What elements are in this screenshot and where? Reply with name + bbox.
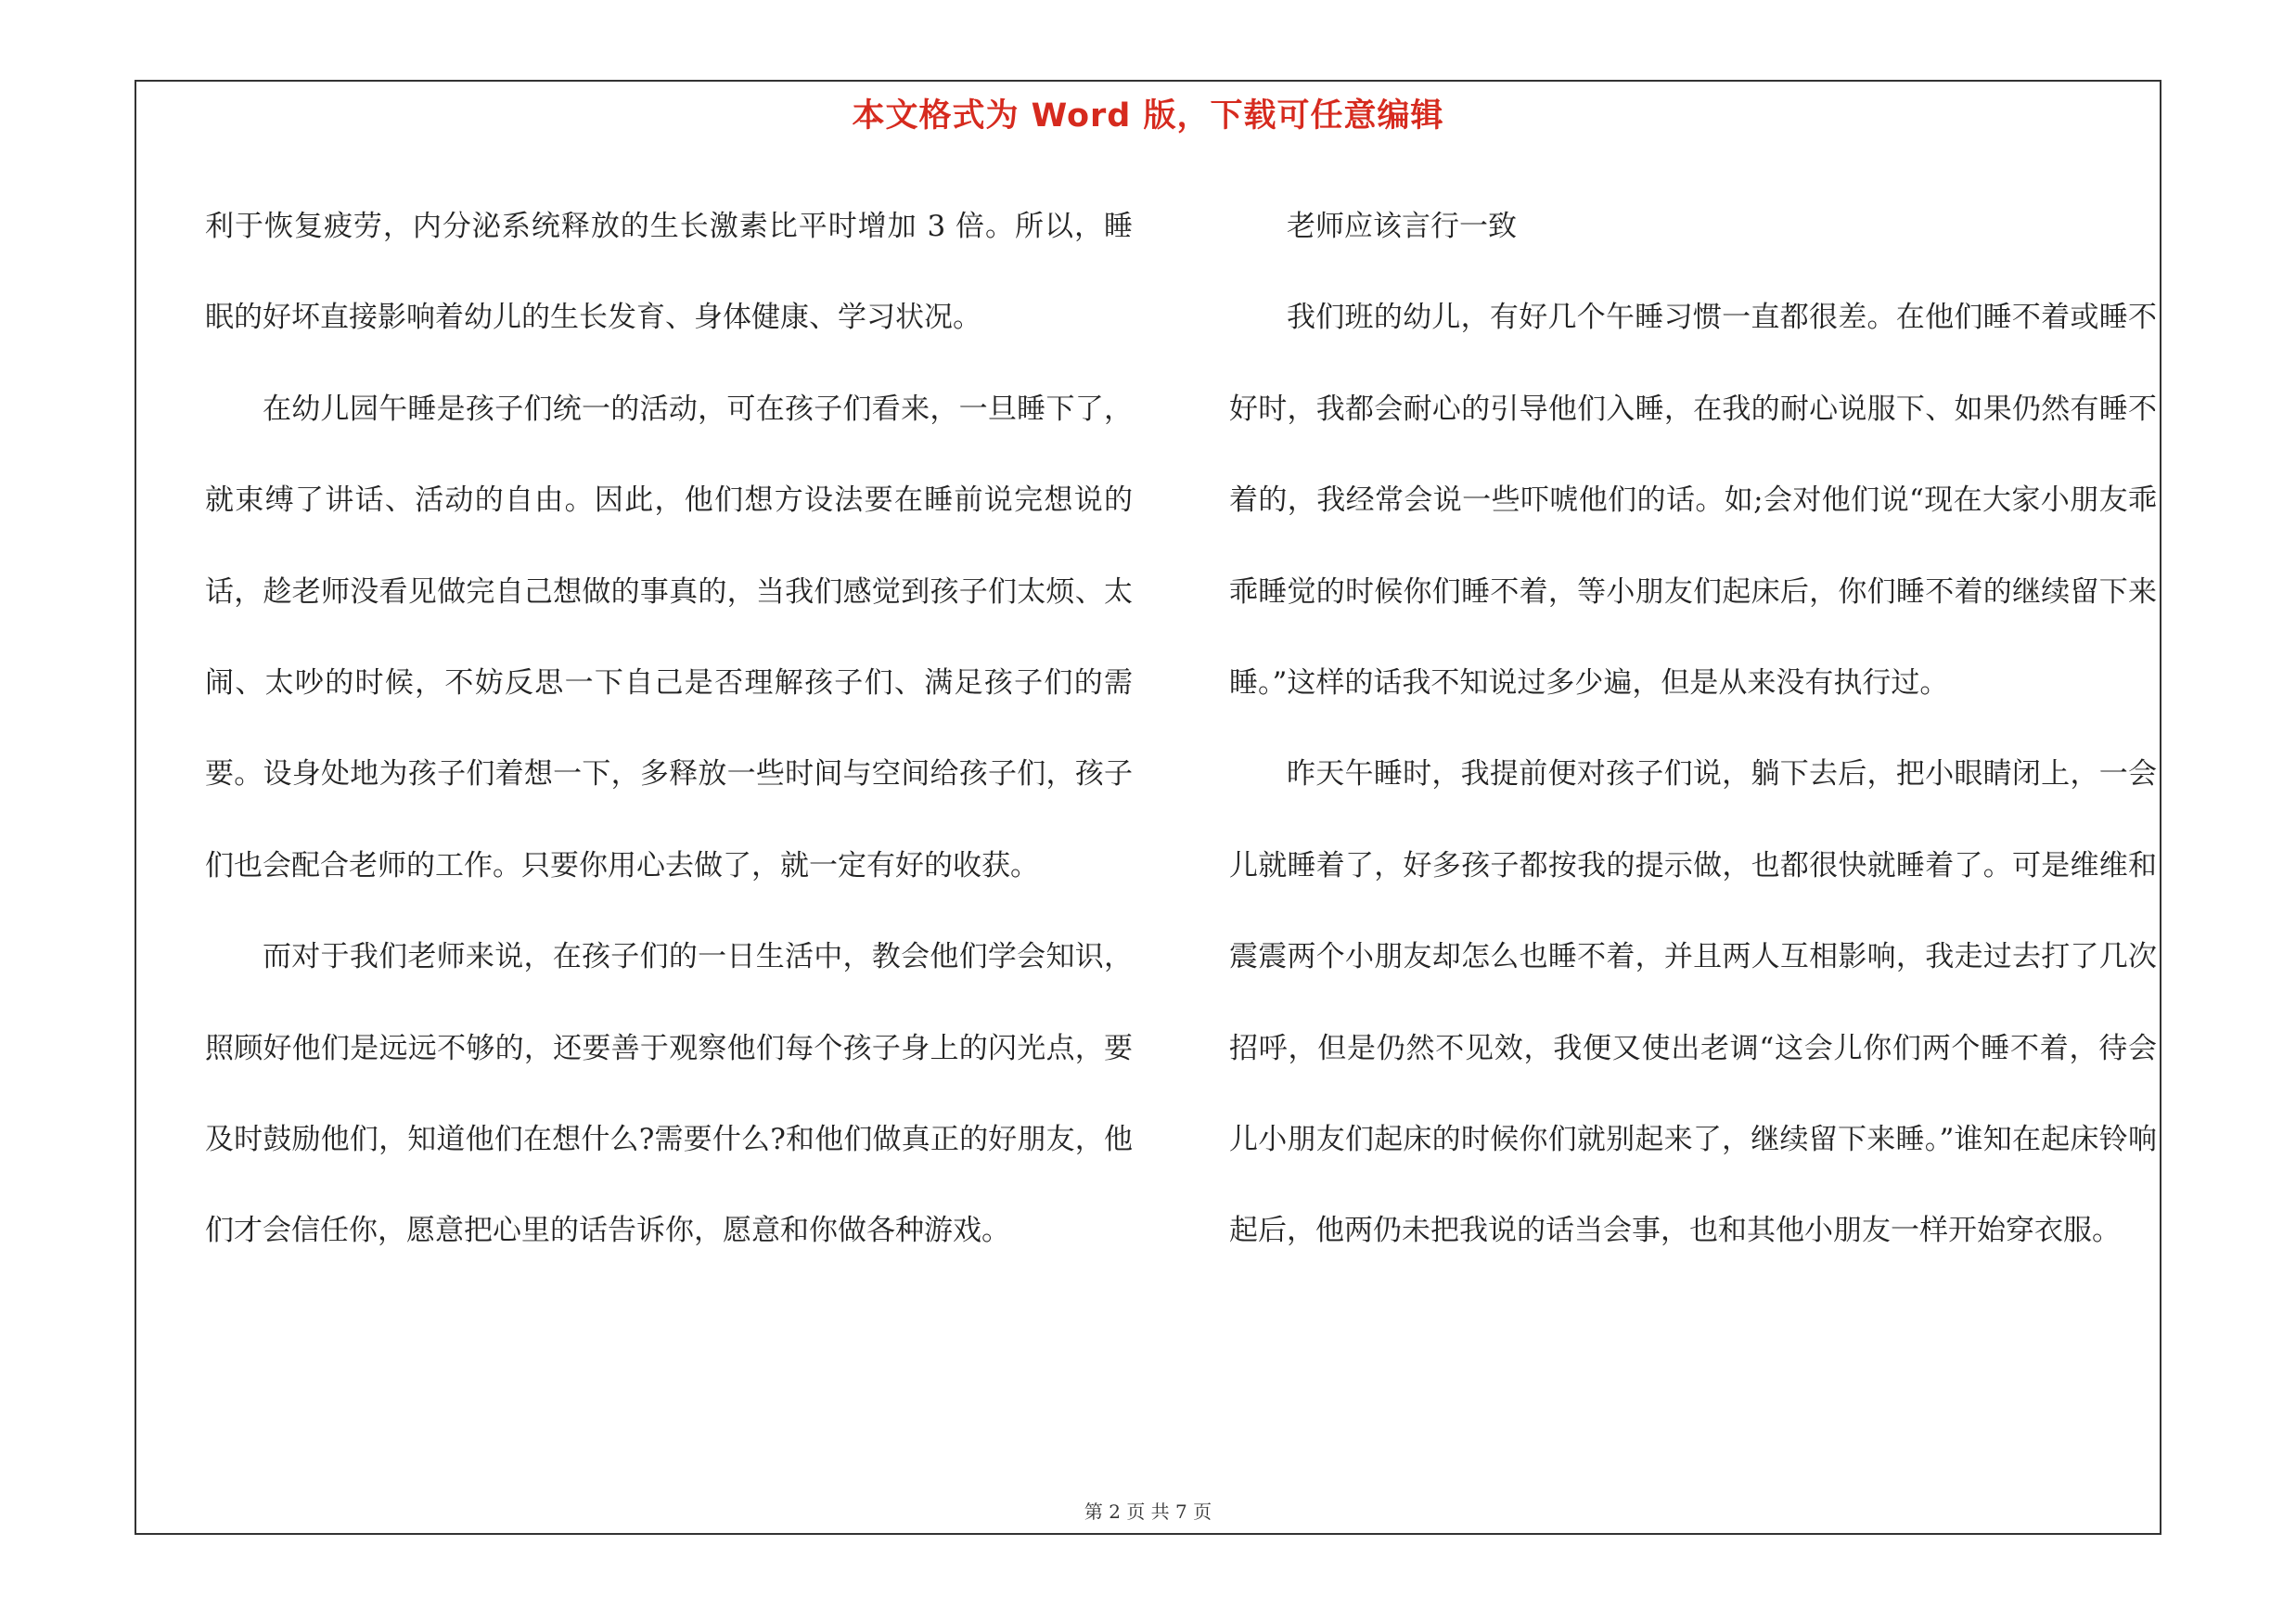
page-number: 第 2 页 共 7 页 xyxy=(1084,1501,1212,1523)
paragraph: 在幼儿园午睡是孩子们统一的活动，可在孩子们看来，一旦睡下了，就束缚了讲话、活动的自由。因此，他们想方设法要在睡前说完想说的话，趁老师没看见做完自己想做的事真的，当我们感觉到孩子们太烦、太闹、太吵的时候，不妨反思一下自己是否理解孩子们、满足孩子们的需要。设身处地为孩子们着想一下，多释放一些时间与空间给孩子们，孩子们也会配合老师的工作。只要你用心去做了，就一定有好的收获。 xyxy=(205,392,1133,882)
paragraph: 昨天午睡时，我提前便对孩子们说，躺下去后，把小眼睛闭上，一会儿就睡着了，好多孩子都按我的提示做，也都很快就睡着了。可是维维和震震两个小朋友却怎么也睡不着，并且两人互相影响，我走过去打了几次招呼，但是仍然不见效，我便又使出老调“这会儿你们两个睡不着，待会儿小朋友们起床的时候你们就别起来了，继续留下来睡。”谁知在起床铃响起后，他两仍未把我说的话当会事，也和其他小朋友一样开始穿衣服。 xyxy=(1229,757,2157,1248)
section-heading: 老师应该言行一致 xyxy=(1287,210,1517,243)
right-column xyxy=(1229,181,2157,1277)
format-banner: 本文格式为 Word 版，下载可任意编辑 xyxy=(852,97,1444,135)
paragraph: 而对于我们老师来说，在孩子们的一日生活中，教会他们学会知识，照顾好他们是远远不够的，还要善于观察他们每个孩子身上的闪光点，要及时鼓励他们，知道他们在想什么?需要什么?和他们做真正的好朋友，他们才会信任你，愿意把心里的话告诉你，愿意和你做各种游戏。 xyxy=(205,940,1133,1248)
paragraph-continuation: 利于恢复疲劳，内分泌系统释放的生长激素比平时增加 3 倍。所以，睡眠的好坏直接影响着幼儿的生长发育、身体健康、学习状况。 xyxy=(205,210,1133,335)
left-column xyxy=(205,181,1133,1277)
paragraph: 我们班的幼儿，有好几个午睡习惯一直都很差。在他们睡不着或睡不好时，我都会耐心的引导他们入睡，在我的耐心说服下、如果仍然有睡不着的，我经常会说一些吓唬他们的话。如;会对他们说“现在大家小朋友乖乖睡觉的时候你们睡不着，等小朋友们起床后，你们睡不着的继续留下来睡。”这样的话我不知说过多少遍，但是从来没有执行过。 xyxy=(1229,301,2157,701)
